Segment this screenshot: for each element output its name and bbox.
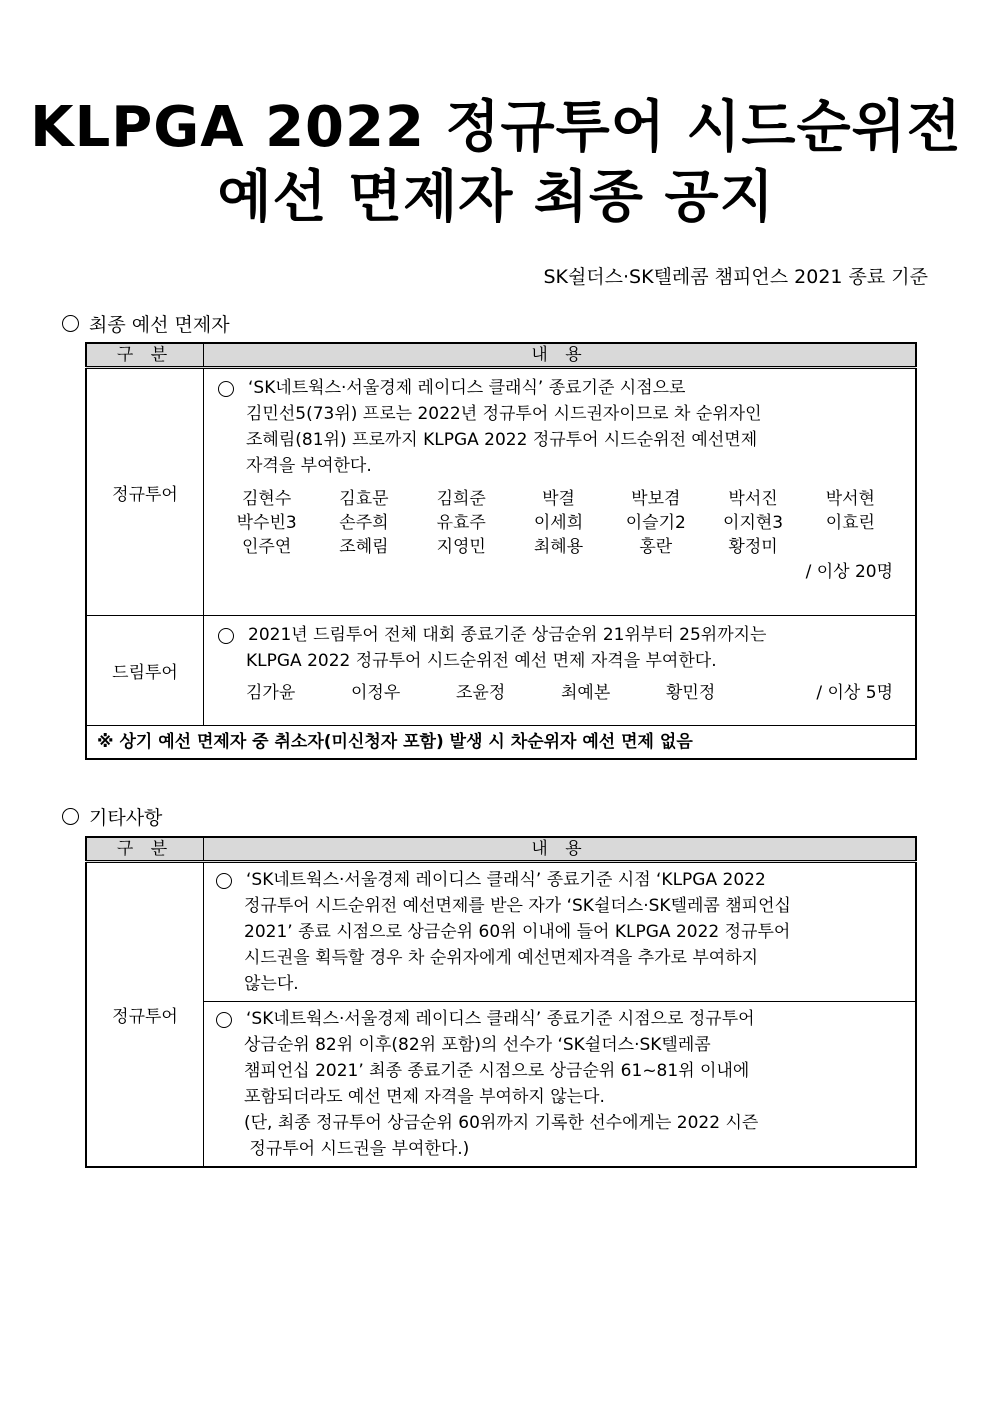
regular-text-line: ‘SK네트웍스·서울경제 레이디스 클래식’ 종료기준 시점으로 (248, 378, 686, 398)
page-title-line2: 예선 면제자 최종 공지 (217, 165, 775, 230)
player-name: 김가윤 (246, 683, 296, 703)
content-other-1 (204, 862, 917, 1002)
player-name: 김효문 (339, 489, 389, 509)
player-name: 인주연 (242, 537, 292, 557)
section2-heading (62, 803, 162, 830)
other-text-line: 정규투어 시드순위전 예선면제를 받은 자가 ‘SK쉴더스·SK텔레콤 챔피언십 (244, 896, 791, 916)
player-name: 박결 (542, 489, 575, 509)
regular-names-grid (218, 487, 903, 559)
circle-bullet-icon (62, 808, 79, 825)
table-row-note (86, 726, 916, 760)
player-name: 조혜림 (339, 537, 389, 557)
player-name: 이세희 (533, 513, 584, 533)
note-text: ※ 상기 예선 면제자 중 취소자(미신청자 포함) 발생 시 차순위자 예선 면제 없음 (86, 726, 916, 760)
player-name: 최예본 (561, 683, 611, 703)
table-header (86, 343, 916, 368)
header-content: 내 용 (204, 837, 917, 862)
circle-bullet-icon (216, 1012, 232, 1028)
player-name: 이효린 (825, 513, 875, 533)
player-name: 김희준 (436, 489, 486, 509)
content-other-2 (204, 1002, 917, 1168)
other-text-line: 챔피언십 2021’ 최종 종료기준 시점으로 상금순위 61~81위 이내에 (244, 1061, 750, 1081)
other-text-line: (단, 최종 정규투어 상금순위 60위까지 기록한 선수에게는 2022 시즌 (244, 1113, 759, 1133)
category-dream: 드림투어 (86, 616, 204, 726)
section1-heading (62, 310, 230, 337)
circle-bullet-icon (216, 873, 232, 889)
dream-count: / 이상 5명 (816, 683, 893, 703)
regular-count: / 이상 20명 (805, 562, 893, 582)
player-name: 박서진 (728, 489, 778, 509)
player-name: 지영민 (436, 537, 486, 557)
other-text-line: 정규투어 시드권을 부여한다.) (244, 1139, 470, 1159)
other-text-line: 상금순위 82위 이후(82위 포함)의 선수가 ‘SK쉴더스·SK텔레콤 (244, 1035, 711, 1055)
player-name: 황민정 (666, 683, 716, 703)
table-row-other-2 (86, 1002, 916, 1168)
header-category: 구 분 (86, 343, 204, 368)
content-regular (204, 368, 917, 616)
other-text-line: 시드권을 획득할 경우 차 순위자에게 예선면제자격을 추가로 부여하지 (244, 948, 759, 968)
other-table (85, 836, 917, 1168)
player-name: 박수빈3 (236, 513, 297, 533)
basis-text: SK쉴더스·SK텔레콤 챔피언스 2021 종료 기준 (543, 266, 928, 288)
section1-heading-text: 최종 예선 면제자 (89, 314, 230, 336)
dream-text-line: 2021년 드림투어 전체 대회 종료기준 상금순위 21위부터 25위까지는 (248, 625, 767, 645)
player-name: 손주희 (339, 513, 389, 533)
dream-text-line: KLPGA 2022 정규투어 시드순위전 예선 면제 자격을 부여한다. (246, 651, 717, 671)
exemption-table (85, 342, 917, 760)
header-category: 구 분 (86, 837, 204, 862)
section2-heading-text: 기타사항 (89, 807, 163, 829)
other-text-line: ‘SK네트웍스·서울경제 레이디스 클래식’ 종료기준 시점으로 정규투어 (246, 1009, 755, 1029)
player-name: 이정우 (351, 683, 401, 703)
content-dream (204, 616, 917, 726)
table-row-other-1 (86, 862, 916, 1002)
page-title-line1: KLPGA 2022 정규투어 시드순위전 (30, 95, 962, 160)
circle-bullet-icon (62, 315, 79, 332)
player-name: 박보겸 (631, 489, 681, 509)
player-name: 유효주 (436, 513, 486, 533)
circle-bullet-icon (218, 381, 234, 397)
player-name: 이슬기2 (625, 513, 686, 533)
regular-text-line: 조혜림(81위) 프로까지 KLPGA 2022 정규투어 시드순위전 예선면제 (246, 430, 758, 450)
table-row-regular (86, 368, 916, 616)
player-name: 김현수 (242, 489, 292, 509)
other-text-line: 2021’ 종료 시점으로 상금순위 60위 이내에 들어 KLPGA 2022 정규투어 (244, 922, 791, 942)
header-content: 내 용 (204, 343, 917, 368)
player-name: 이지현3 (723, 513, 784, 533)
regular-text-line: 김민선5(73위) 프로는 2022년 정규투어 시드권자이므로 차 순위자인 (246, 404, 762, 424)
category-other: 정규투어 (86, 862, 204, 1168)
table-row-dream (86, 616, 916, 726)
dream-names-row (218, 680, 903, 706)
player-name: 박서현 (825, 489, 875, 509)
player-name: 홍란 (639, 537, 673, 557)
table-header (86, 837, 916, 862)
other-text-line: 포함되더라도 예선 면제 자격을 부여하지 않는다. (244, 1087, 605, 1107)
other-text-line: 않는다. (244, 974, 299, 994)
category-regular: 정규투어 (86, 368, 204, 616)
other-text-line: ‘SK네트웍스·서울경제 레이디스 클래식’ 종료기준 시점 ‘KLPGA 2022 (246, 870, 766, 890)
player-name: 황정미 (728, 537, 778, 557)
player-name: 조윤정 (456, 683, 506, 703)
circle-bullet-icon (218, 628, 234, 644)
regular-text-line: 자격을 부여한다. (246, 456, 372, 476)
player-name: 최혜용 (533, 537, 584, 557)
